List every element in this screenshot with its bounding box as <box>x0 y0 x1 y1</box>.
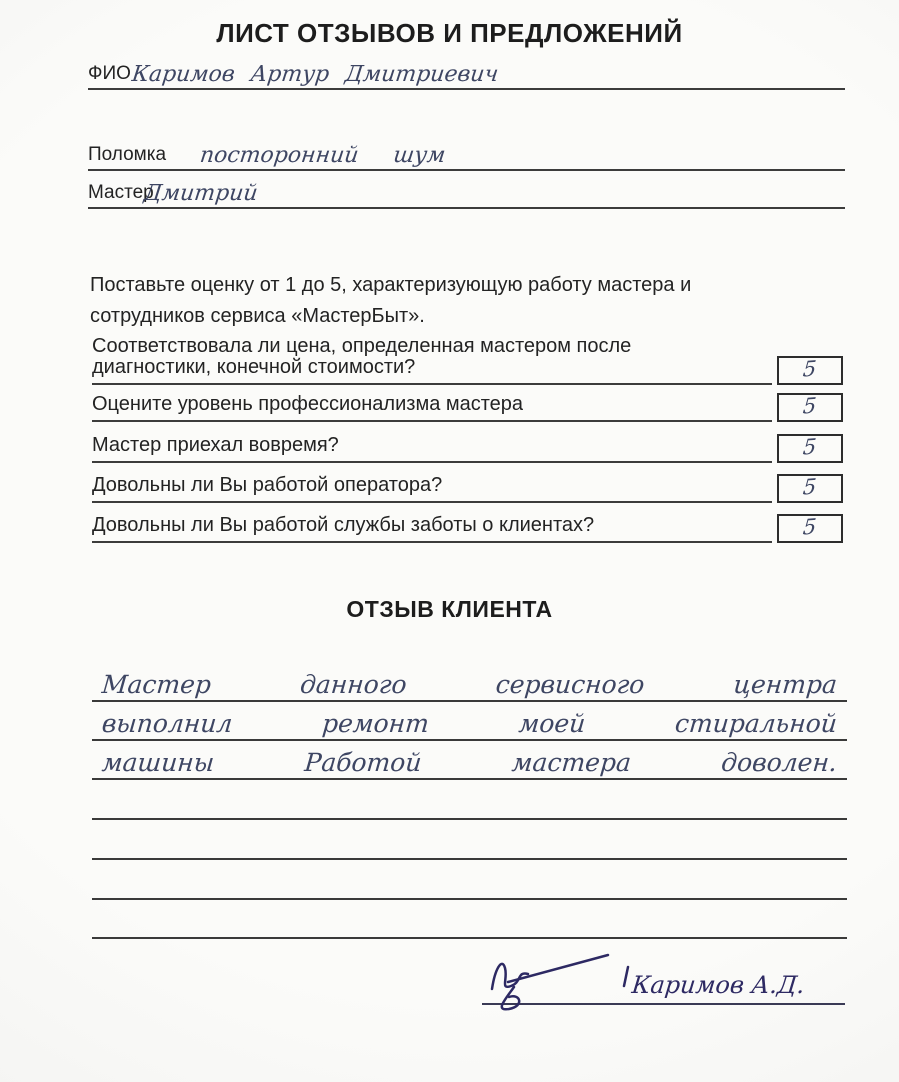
score-box-professionalism <box>777 393 843 422</box>
rating-instructions <box>90 270 691 332</box>
score-value-professionalism: 5 <box>802 393 818 419</box>
question-row-on-time <box>92 436 843 463</box>
review-empty-line-2 <box>92 817 847 860</box>
review-line-3 <box>92 737 847 780</box>
question-row-price <box>92 358 843 385</box>
field-label-master: Мастер <box>88 182 154 203</box>
review-empty-line-1 <box>92 777 847 820</box>
review-text-line-3: машины Работой мастера доволен. <box>100 748 839 777</box>
review-text-line-2: выполнил ремонт моей стиральной <box>100 709 839 738</box>
signature-line <box>482 971 845 1005</box>
question-operator-text: Довольны ли Вы работой оператора? <box>92 474 772 503</box>
score-box-operator <box>777 474 843 503</box>
score-box-customer-care <box>777 514 843 543</box>
signature-name: Каримов А.Д. <box>630 971 807 999</box>
review-empty-line-4 <box>92 896 847 939</box>
review-empty-line-3 <box>92 857 847 900</box>
score-value-price: 5 <box>802 356 818 382</box>
question-professionalism-text: Оцените уровень профессионализма мастера <box>92 393 772 422</box>
question-row-operator <box>92 476 843 503</box>
review-line-2 <box>92 698 847 741</box>
review-section-title: ОТЗЫВ КЛИЕНТА <box>346 596 553 622</box>
signature-flourish-icon <box>482 941 652 1019</box>
score-box-price <box>777 356 843 385</box>
form-title: ЛИСТ ОТЗЫВОВ И ПРЕДЛОЖЕНИЙ <box>216 18 683 48</box>
field-row-breakdown <box>88 136 845 171</box>
score-value-on-time: 5 <box>802 434 818 460</box>
score-value-operator: 5 <box>802 474 818 500</box>
question-row-customer-care <box>92 516 843 543</box>
field-row-fio <box>88 56 845 90</box>
field-label-fio: ФИО <box>88 63 131 84</box>
score-box-on-time <box>777 434 843 463</box>
review-text-line-1: Мастер данного сервисного центра <box>100 670 839 699</box>
question-price-line2: диагностики, конечной стоимости? <box>92 356 772 385</box>
field-label-breakdown: Поломка <box>88 144 167 165</box>
field-value-breakdown-handwritten: посторонний шум <box>198 143 447 168</box>
question-price-line1: Соответствовала ли цена, определенная мастером после <box>92 335 632 357</box>
field-value-fio-handwritten: Каримов Артур Дмитриевич <box>130 62 500 87</box>
rating-instructions-line2: сотрудников сервиса «МастерБыт». <box>90 305 425 327</box>
question-row-professionalism <box>92 393 843 422</box>
question-customer-care-text: Довольны ли Вы работой службы заботы о клиентах? <box>92 514 772 543</box>
field-value-master-handwritten: Дмитрий <box>142 181 260 206</box>
review-line-1 <box>92 659 847 702</box>
field-row-master <box>88 173 845 209</box>
question-on-time-text: Мастер приехал вовремя? <box>92 434 772 463</box>
rating-instructions-line1: Поставьте оценку от 1 до 5, характеризующую работу мастера и <box>90 274 692 296</box>
score-value-customer-care: 5 <box>802 514 818 540</box>
